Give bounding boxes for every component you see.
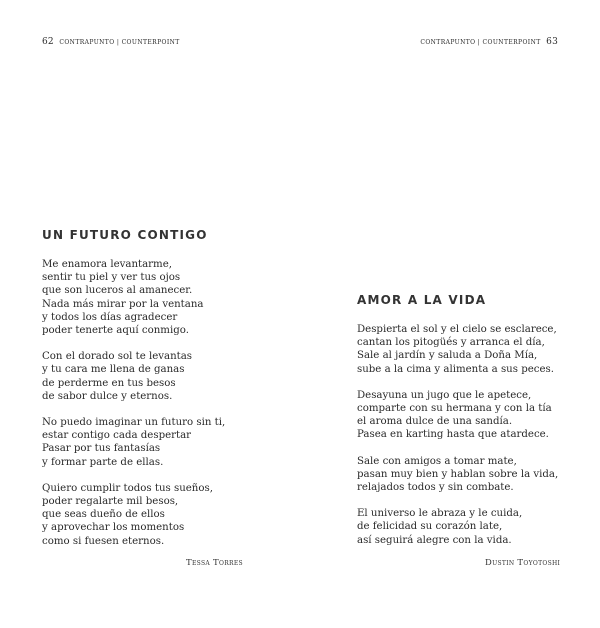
poem-line: y tu cara me llena de ganas bbox=[42, 364, 185, 376]
running-head: CONTRAPUNTO | COUNTERPOINT bbox=[59, 39, 180, 46]
left-page-header bbox=[42, 37, 180, 47]
poem-line: Pasar por tus fantasías bbox=[42, 443, 161, 455]
stanza bbox=[357, 323, 577, 376]
poem-line: que son luceros al amanecer. bbox=[42, 285, 193, 297]
poem-line: poder tenerte aquí conmigo. bbox=[42, 325, 189, 337]
poem-line: y aprovechar los momentos bbox=[42, 522, 185, 534]
poem-line: comparte con su hermana y con la tía bbox=[357, 403, 552, 415]
stanza bbox=[357, 507, 577, 547]
poem-line: Sale al jardín y saluda a Doña Mía, bbox=[357, 350, 538, 362]
poem-title: UN FUTURO CONTIGO bbox=[42, 228, 208, 242]
poem-line: No puedo imaginar un futuro sin ti, bbox=[42, 417, 226, 429]
poem-line: y formar parte de ellas. bbox=[42, 456, 164, 468]
poem-line: relajados todos y sin combate. bbox=[357, 482, 514, 494]
poem-line: poder regalarte mil besos, bbox=[42, 496, 179, 508]
poem-line: Despierta el sol y el cielo se esclarece, bbox=[357, 324, 557, 335]
poem-line: cantan los pitogüés y arranca el día, bbox=[357, 337, 545, 349]
poem-line: y todos los días agradecer bbox=[42, 311, 178, 323]
poem-author: Dustin Toyotoshi bbox=[485, 558, 561, 568]
poem-line: pasan muy bien y hablan sobre la vida, bbox=[357, 468, 559, 480]
poem-un-futuro-contigo bbox=[42, 228, 262, 561]
poem-body bbox=[357, 323, 577, 547]
poem-line: sube a la cima y alimenta a sus peces. bbox=[357, 363, 554, 375]
poem-author: Tessa Torres bbox=[186, 558, 243, 568]
right-page-header bbox=[420, 37, 558, 47]
poem-line: que seas dueño de ellos bbox=[42, 509, 165, 521]
poem-line: de sabor dulce y eternos. bbox=[42, 390, 173, 402]
stanza bbox=[42, 258, 262, 337]
poem-line: El universo le abraza y le cuida, bbox=[357, 508, 523, 520]
poem-line: Desayuna un jugo que le apetece, bbox=[357, 389, 532, 401]
stanza bbox=[42, 482, 262, 548]
running-head: CONTRAPUNTO | COUNTERPOINT bbox=[420, 39, 541, 46]
stanza bbox=[357, 455, 577, 495]
poem-line: estar contigo cada despertar bbox=[42, 430, 192, 442]
poem-line: Quiero cumplir todos tus sueños, bbox=[42, 482, 213, 494]
poem-line: así seguirá alegre con la vida. bbox=[357, 534, 512, 546]
stanza bbox=[357, 389, 577, 442]
poem-line: Me enamora levantarme, bbox=[42, 259, 172, 270]
poem-line: el aroma dulce de una sandía. bbox=[357, 416, 513, 428]
poem-line: de felicidad su corazón late, bbox=[357, 521, 503, 533]
poem-line: Pasea en karting hasta que atardece. bbox=[357, 429, 549, 441]
stanza bbox=[42, 416, 262, 469]
poem-body bbox=[42, 258, 262, 548]
poem-line: sentir tu piel y ver tus ojos bbox=[42, 272, 181, 284]
poem-line: Nada más mirar por la ventana bbox=[42, 298, 204, 310]
stanza bbox=[42, 350, 262, 403]
page-number: 63 bbox=[546, 37, 558, 47]
poem-line: de perderme en tus besos bbox=[42, 377, 176, 389]
poem-line: Con el dorado sol te levantas bbox=[42, 351, 193, 363]
right-page bbox=[300, 0, 600, 628]
poem-line: Sale con amigos a tomar mate, bbox=[357, 455, 517, 467]
page-number: 62 bbox=[42, 37, 54, 47]
poem-title: AMOR A LA VIDA bbox=[357, 293, 487, 307]
poem-line: como si fuesen eternos. bbox=[42, 535, 165, 547]
poem-amor-a-la-vida bbox=[357, 293, 577, 560]
